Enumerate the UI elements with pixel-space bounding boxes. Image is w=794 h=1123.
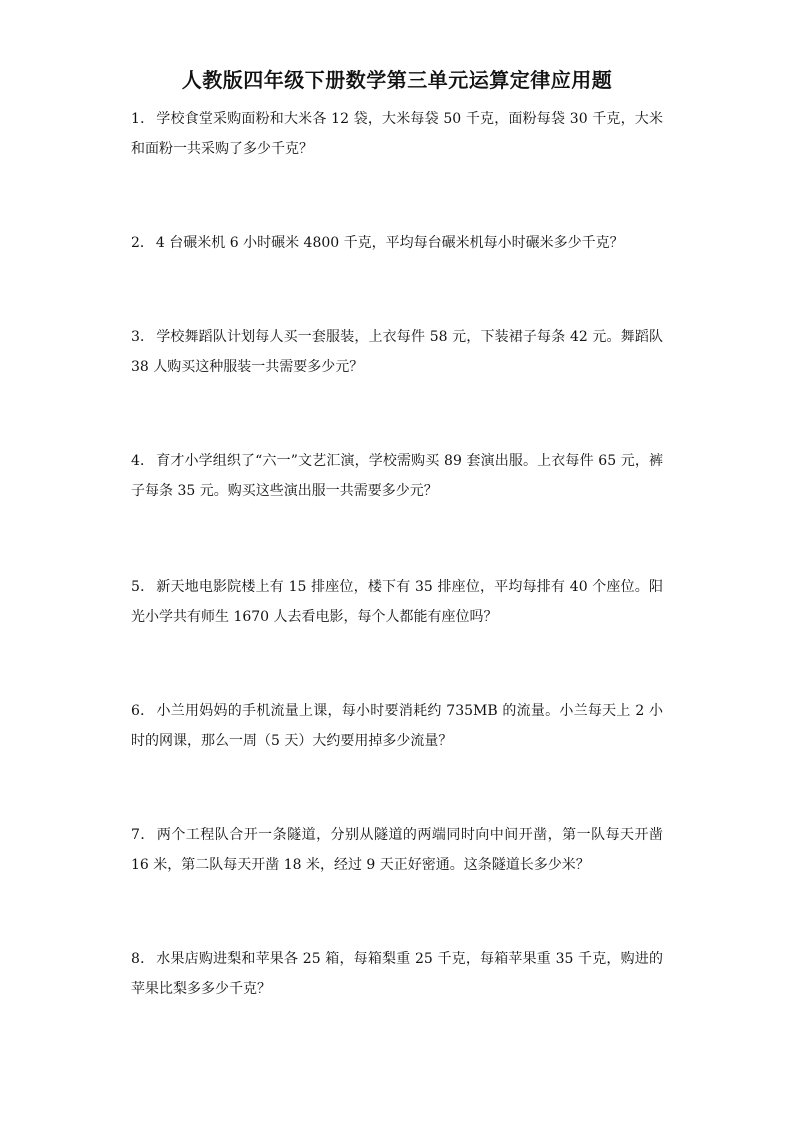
question-number: 1．: [131, 111, 155, 127]
question-text: 学校食堂采购面粉和大米各 12 袋，大米每袋 50 千克，面粉每袋 30 千克，大米和面粉一共采购了多少千克？: [131, 111, 663, 157]
question-3: [131, 322, 663, 382]
question-text: 育才小学组织了“六一”文艺汇演，学校需购买 89 套演出服。上衣每件 65 元，裤子每条 35 元。购买这些演出服一共需要多少元？: [131, 453, 663, 499]
question-6: [131, 696, 663, 756]
question-number: 4．: [131, 453, 155, 469]
question-number: 8．: [131, 951, 155, 967]
question-4: [131, 446, 663, 506]
question-number: 7．: [131, 827, 155, 843]
question-number: 5．: [131, 579, 155, 595]
question-2: [131, 228, 663, 258]
page-title: 人教版四年级下册数学第三单元运算定律应用题: [181, 68, 613, 92]
question-number: 2．: [131, 235, 154, 251]
question-text: 小兰用妈妈的手机流量上课，每小时要消耗约 735MB 的流量。小兰每天上 2 小时的网课，那么一周（5 天）大约要用掉多少流量？: [131, 703, 663, 749]
question-1: [131, 104, 663, 164]
question-text: 两个工程队合开一条隧道，分别从隧道的两端同时向中间开凿，第一队每天开凿 16 米，第二队每天开凿 18 米，经过 9 天正好密通。这条隧道长多少米？: [131, 827, 663, 873]
question-text: 学校舞蹈队计划每人买一套服装，上衣每件 58 元，下装裙子每条 42 元。舞蹈队 38 人购买这种服装一共需要多少元？: [131, 329, 663, 375]
question-5: [131, 572, 663, 632]
question-7: [131, 820, 663, 880]
question-text: 水果店购进梨和苹果各 25 箱，每箱梨重 25 千克，每箱苹果重 35 千克，购进的苹果比梨多多少千克？: [131, 951, 663, 997]
question-8: [131, 944, 663, 1004]
question-text: 新天地电影院楼上有 15 排座位，楼下有 35 排座位，平均每排有 40 个座位。阳光小学共有师生 1670 人去看电影，每个人都能有座位吗？: [131, 579, 663, 625]
question-number: 3．: [131, 329, 155, 345]
question-text: 4 台碾米机 6 小时碾米 4800 千克，平均每台碾米机每小时碾米多少千克？: [155, 235, 624, 251]
question-number: 6．: [131, 703, 155, 719]
